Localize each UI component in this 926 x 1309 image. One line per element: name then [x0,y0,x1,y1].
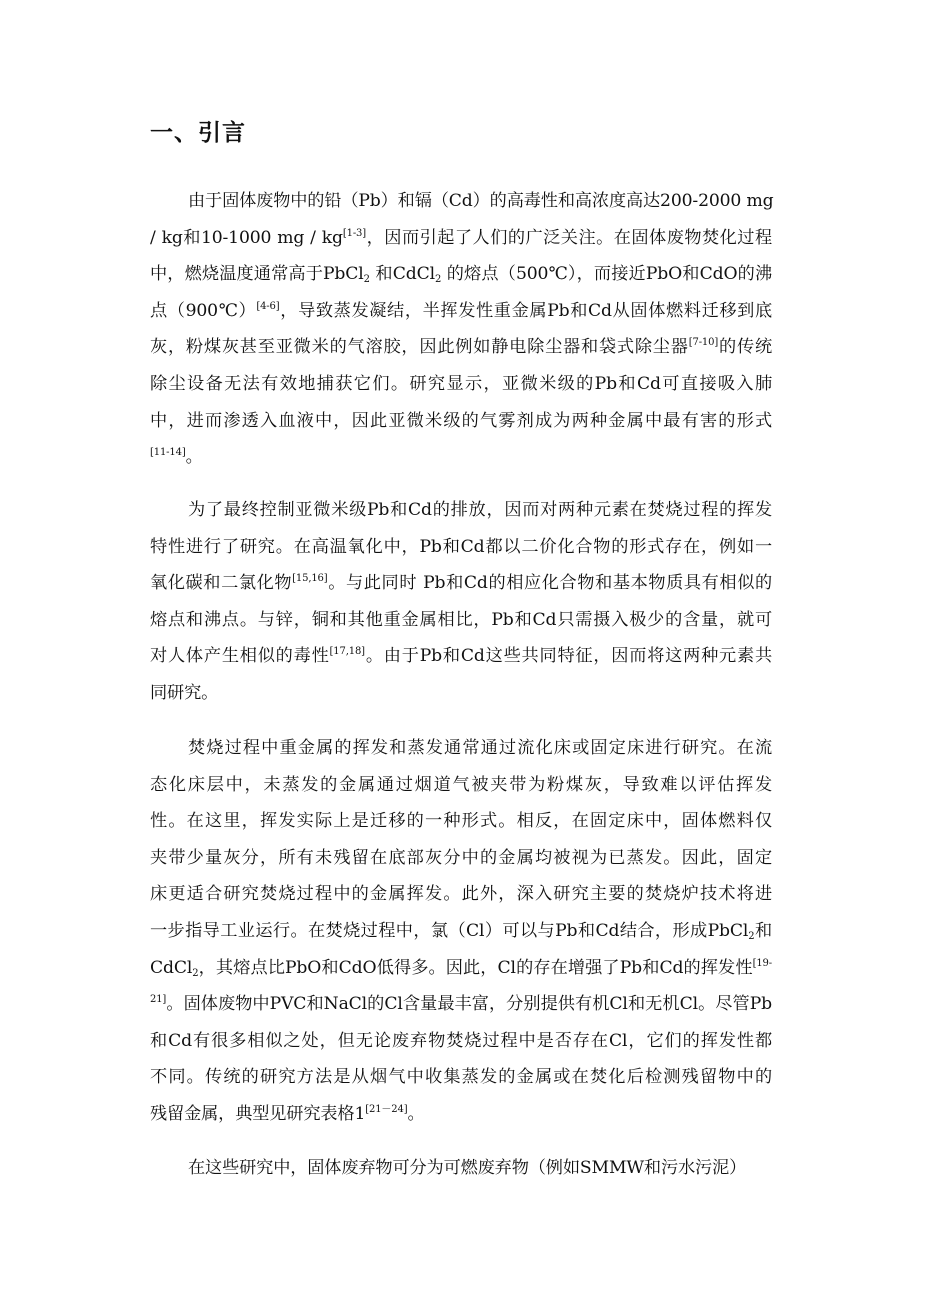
text-line [150,950,772,987]
citation-ref: [11-14] [150,447,186,459]
text-line [150,767,772,804]
text-line [150,492,772,529]
text-line [150,329,772,366]
text-line [150,876,772,913]
text-run: ，因而引起了人们的广泛关注。在固体废物焚化过程 [366,227,772,248]
text-run: 不同。传统的研究方法是从烟气中收集蒸发的金属或在焚化后检测残留物中的 [150,1067,772,1088]
paragraph-1 [150,183,772,476]
text-line [150,803,772,840]
subscript: 2 [192,967,199,979]
citation-ref: [1-3] [342,227,367,239]
text-line [150,675,772,712]
subscript: 2 [748,930,755,942]
text-line [150,840,772,877]
section-heading: 一、引言 [150,120,246,146]
text-run: 除尘设备无法有效地捕获它们。研究显示，亚微米级的Pb和Cd可直接吸入肺 [150,373,772,394]
text-line [150,366,772,403]
paragraph-3 [150,730,772,1133]
text-line [150,730,772,767]
text-run: 。由于Pb和Cd这些共同特征，因而将这两种元素共 [364,646,772,667]
subscript: 2 [434,274,442,286]
text-run: 中，进而渗透入血液中，因此亚微米级的气雾剂成为两种金属中最有害的形式 [150,410,772,431]
text-line [150,220,772,257]
text-run: / kg和10-1000 mg / kg [150,227,343,248]
text-run: ，导致蒸发凝结，半挥发性重金属Pb和Cd从固体燃料迁移到底 [279,300,773,321]
text-line [150,913,772,950]
citation-ref: [21－24] [365,1103,408,1115]
text-run: 和 [754,920,772,941]
text-run: 态化床层中，未蒸发的金属通过烟道气被夹带为粉煤灰，导致难以评估挥发 [150,774,772,795]
text-line [150,1059,772,1096]
text-run: 熔点和沸点。与锌，铜和其他重金属相比，Pb和Cd只需摄入极少的含量，就可 [150,609,772,630]
text-run: CdCl [150,957,193,978]
text-run: 氧化碳和二氯化物 [150,573,293,594]
text-run: 点（900℃） [150,300,257,321]
text-line [150,565,772,602]
text-run: 对人体产生相似的毒性 [150,646,330,667]
text-run: 性。在这里，挥发实际上是迁移的一种形式。相反，在固定床中，固体燃料仅 [150,811,772,832]
text-run: 一步指导工业运行。在焚烧过程中，氯（Cl）可以与Pb和Cd结合，形成PbCl [150,920,749,941]
text-run: 。 [407,1103,425,1124]
text-run: 。固体废物中PVC和NaCl的Cl含量最丰富，分别提供有机Cl和无机Cl。尽管Pb [166,994,772,1015]
text-line [150,293,772,330]
text-run: 同研究。 [150,682,219,703]
text-line [150,439,772,476]
text-line [150,986,772,1023]
text-run: 焚烧过程中重金属的挥发和蒸发通常通过流化床或固定床进行研究。在流 [188,738,772,758]
text-line [150,602,772,639]
text-run: 。 [185,447,203,468]
paragraph-4 [150,1150,772,1187]
text-line [150,1096,772,1133]
paragraph-2 [150,492,772,712]
text-run: 的熔点（500℃），而接近PbO和CdO的沸 [441,264,772,285]
citation-ref: [17,18] [329,646,365,658]
text-run: 夹带少量灰分，所有未残留在底部灰分中的金属均被视为已蒸发。因此，固定 [150,847,772,868]
text-line [150,403,772,440]
text-run: 。与此同时 Pb和Cd的相应化合物和基本物质具有相似的 [327,573,772,594]
text-line [150,256,772,293]
citation-ref: [4-6] [256,300,280,312]
text-run: 在这些研究中，固体废弃物可分为可燃废弃物（例如SMMW和污水污泥） [188,1158,747,1178]
citation-ref: [19- [752,957,772,969]
subscript: 2 [363,274,370,286]
text-line [150,1150,772,1187]
citation-ref: [7-10] [688,337,719,349]
text-line [150,529,772,566]
text-run: 灰，粉煤灰甚至亚微米的气溶胶，因此例如静电除尘器和袋式除尘器 [150,337,689,358]
citation-ref: 21] [150,994,167,1006]
text-run: 的传统 [718,337,772,358]
text-line [150,638,772,675]
text-run: 特性进行了研究。在高温氧化中，Pb和Cd都以二价化合物的形式存在，例如一 [150,536,772,557]
text-run: 和CdCl [369,264,435,285]
citation-ref: [15,16] [292,573,328,585]
text-line [150,1023,772,1060]
text-run: 由于固体废物中的铅（Pb）和镉（Cd）的高毒性和高浓度高达200-2000 mg [188,191,774,211]
text-run: 中，燃烧温度通常高于PbCl [150,264,364,285]
text-run: 床更适合研究焚烧过程中的金属挥发。此外，深入研究主要的焚烧炉技术将进 [150,884,772,905]
text-run: 残留金属，典型见研究表格1 [150,1103,366,1124]
text-run: 和Cd有很多相似之处，但无论废弃物焚烧过程中是否存在Cl，它们的挥发性都 [150,1030,772,1051]
text-run: ，其熔点比PbO和CdO低得多。因此，Cl的存在增强了Pb和Cd的挥发性 [198,957,753,978]
text-run: 为了最终控制亚微米级Pb和Cd的排放，因而对两种元素在焚烧过程的挥发 [188,500,772,520]
text-line [150,183,772,220]
